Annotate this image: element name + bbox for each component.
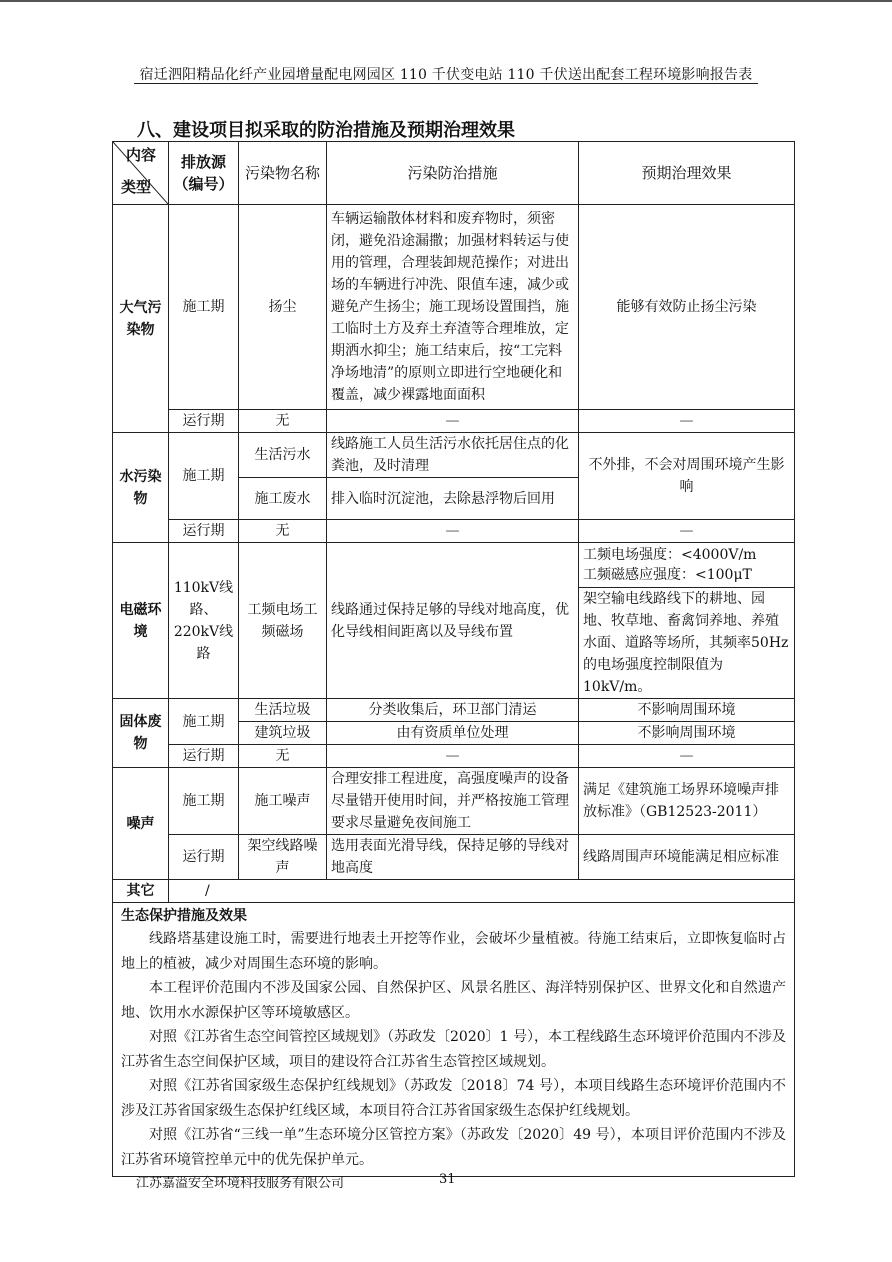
solid-op-period: 运行期 [169,745,239,768]
ecology-paragraph-2: 本工程评价范围内不涉及国家公园、自然保护区、风景名胜区、海洋特别保护区、世界文化和自然遗产地、饮用水水源保护区等环境敏感区。 [121,980,786,1021]
water-measures-1: 线路施工人员生活污水依托居住点的化粪池，及时清理 [327,433,579,478]
table-header-row [113,142,795,205]
air-type: 大气污染物 [113,205,169,433]
noise-period-1: 施工期 [169,768,239,835]
ecology-title: 生态保护措施及效果 [121,908,247,924]
em-source: 110kV线路、220kV线路 [169,543,239,699]
water-op-measures: — [327,520,579,543]
table-row [113,745,795,768]
solid-effect-1: 不影响周围环境 [579,699,795,722]
other-type: 其它 [113,880,169,903]
pollutant-header: 污染物名称 [239,142,327,205]
solid-effect-2: 不影响周围环境 [579,722,795,745]
type-header-top: 内容 [125,146,156,164]
em-effect-detail: 架空输电线路线下的耕地、园地、牧草地、畜禽饲养地、养殖水面、道路等场所，其频率50Hz的电场强度控制限值为10kV/m。 [579,588,795,699]
source-header: 排放源（编号） [169,142,239,205]
water-op-pollutant: 无 [239,520,327,543]
measures-header: 污染防治措施 [327,142,579,205]
water-op-period: 运行期 [169,520,239,543]
water-period: 施工期 [169,433,239,520]
page-number: 31 [439,1172,456,1187]
solid-measures-2: 由有资质单位处理 [327,722,579,745]
table-row [113,835,795,880]
air-pollutant: 扬尘 [239,205,327,410]
air-op-period: 运行期 [169,410,239,433]
solid-period: 施工期 [169,699,239,745]
solid-op-measures: — [327,745,579,768]
table-row [113,433,795,478]
solid-pollutant-1: 生活垃圾 [239,699,327,722]
air-period: 施工期 [169,205,239,410]
water-pollutant-2: 施工废水 [239,478,327,520]
table-row [113,205,795,410]
air-effect: 能够有效防止扬尘污染 [579,205,795,410]
other-value: / [169,880,795,903]
noise-period-2: 运行期 [169,835,239,880]
header-rule [134,83,758,84]
effect-header: 预期治理效果 [579,142,795,205]
water-measures-2: 排入临时沉淀池，去除悬浮物后回用 [327,478,579,520]
em-effect-electric: 工频电场强度：<4000V/m [583,547,757,563]
air-op-measures: — [327,410,579,433]
noise-measures-2: 选用表面光滑导线，保持足够的导线对地高度 [327,835,579,880]
ecology-row [113,903,795,1177]
footer-company: 江苏嘉溢安全环境科技服务有限公司 [136,1176,345,1191]
table-row [113,768,795,835]
noise-measures-1: 合理安排工程进度，高强度噪声的设备尽量错开使用时间，并严格按施工管理要求尽量避免夜间施工 [327,768,579,835]
solid-type: 固体废物 [113,699,169,768]
noise-effect-1: 满足《建筑施工场界环境噪声排放标准》（GB12523-2011） [579,768,795,835]
solid-op-effect: — [579,745,795,768]
em-measures: 线路通过保持足够的导线对地高度，优化导线相间距离以及导线布置 [327,543,579,699]
table-row [113,699,795,722]
section-title: 八、建设项目拟采取的防治措施及预期治理效果 [137,120,515,141]
ecology-paragraph-3: 对照《江苏省生态空间管控区域规划》（苏政发〔2020〕1 号），本工程线路生态环境评价范围内不涉及江苏省生态空间保护区域，项目的建设符合江苏省生态管控区域规划。 [121,1029,786,1070]
water-type: 水污染物 [113,433,169,543]
solid-measures-1: 分类收集后，环卫部门清运 [327,699,579,722]
air-measures: 车辆运输散体材料和废弃物时，须密闭，避免沿途漏撒；加强材料转运与使用的管理，合理装卸规范操作；对进出场的车辆进行冲洗、限值车速，减少或避免产生扬尘；施工现场设置围挡，施工临时土方及弃土弃渣等合理堆放，定期洒水抑尘；施工结束后，按“工完料净场地清”的原则立即进行空地硬化和覆盖，减少裸露地面面积 [327,205,579,410]
table-row [113,520,795,543]
noise-type: 噪声 [113,768,169,880]
solid-pollutant-2: 建筑垃圾 [239,722,327,745]
document-header: 宿迁泗阳精品化纤产业园增量配电网园区 110 千伏变电站 110 千伏送出配套工程环境影响报告表 [139,67,753,83]
em-type: 电磁环境 [113,543,169,699]
air-op-effect: — [579,410,795,433]
table-row [113,880,795,903]
em-pollutant: 工频电场工频磁场 [239,543,327,699]
table-row [113,410,795,433]
solid-op-pollutant: 无 [239,745,327,768]
ecology-cell [113,903,795,1177]
measures-table [112,141,795,1177]
noise-effect-2: 线路周围声环境能满足相应标准 [579,835,795,880]
type-header-cell [113,142,169,205]
em-effect-magnetic: 工频磁感应强度：<100μT [583,567,752,583]
type-header-bottom: 类型 [121,178,152,196]
water-effect: 不外排，不会对周围环境产生影响 [579,433,795,520]
page-top-border [0,0,892,2]
ecology-paragraph-4: 对照《江苏省国家级生态保护红线规划》（苏政发〔2018〕74 号），本项目线路生态环境评价范围内不涉及江苏省国家级生态保护红线区域，本项目符合江苏省国家级生态保护红线规划。 [121,1078,786,1119]
ecology-paragraph-5: 对照《江苏省“三线一单”生态环境分区管控方案》（苏政发〔2020〕49 号），本项目评价范围内不涉及江苏省环境管控单元中的优先保护单元。 [121,1127,786,1168]
em-effect-limits [579,543,795,588]
table-row [113,543,795,588]
water-op-effect: — [579,520,795,543]
noise-pollutant-1: 施工噪声 [239,768,327,835]
air-op-pollutant: 无 [239,410,327,433]
water-pollutant-1: 生活污水 [239,433,327,478]
ecology-paragraph-1: 线路塔基建设施工时，需要进行地表土开挖等作业，会破坏少量植被。待施工结束后，立即恢复临时占地上的植被，减少对周围生态环境的影响。 [121,931,786,972]
noise-pollutant-2: 架空线路噪声 [239,835,327,880]
